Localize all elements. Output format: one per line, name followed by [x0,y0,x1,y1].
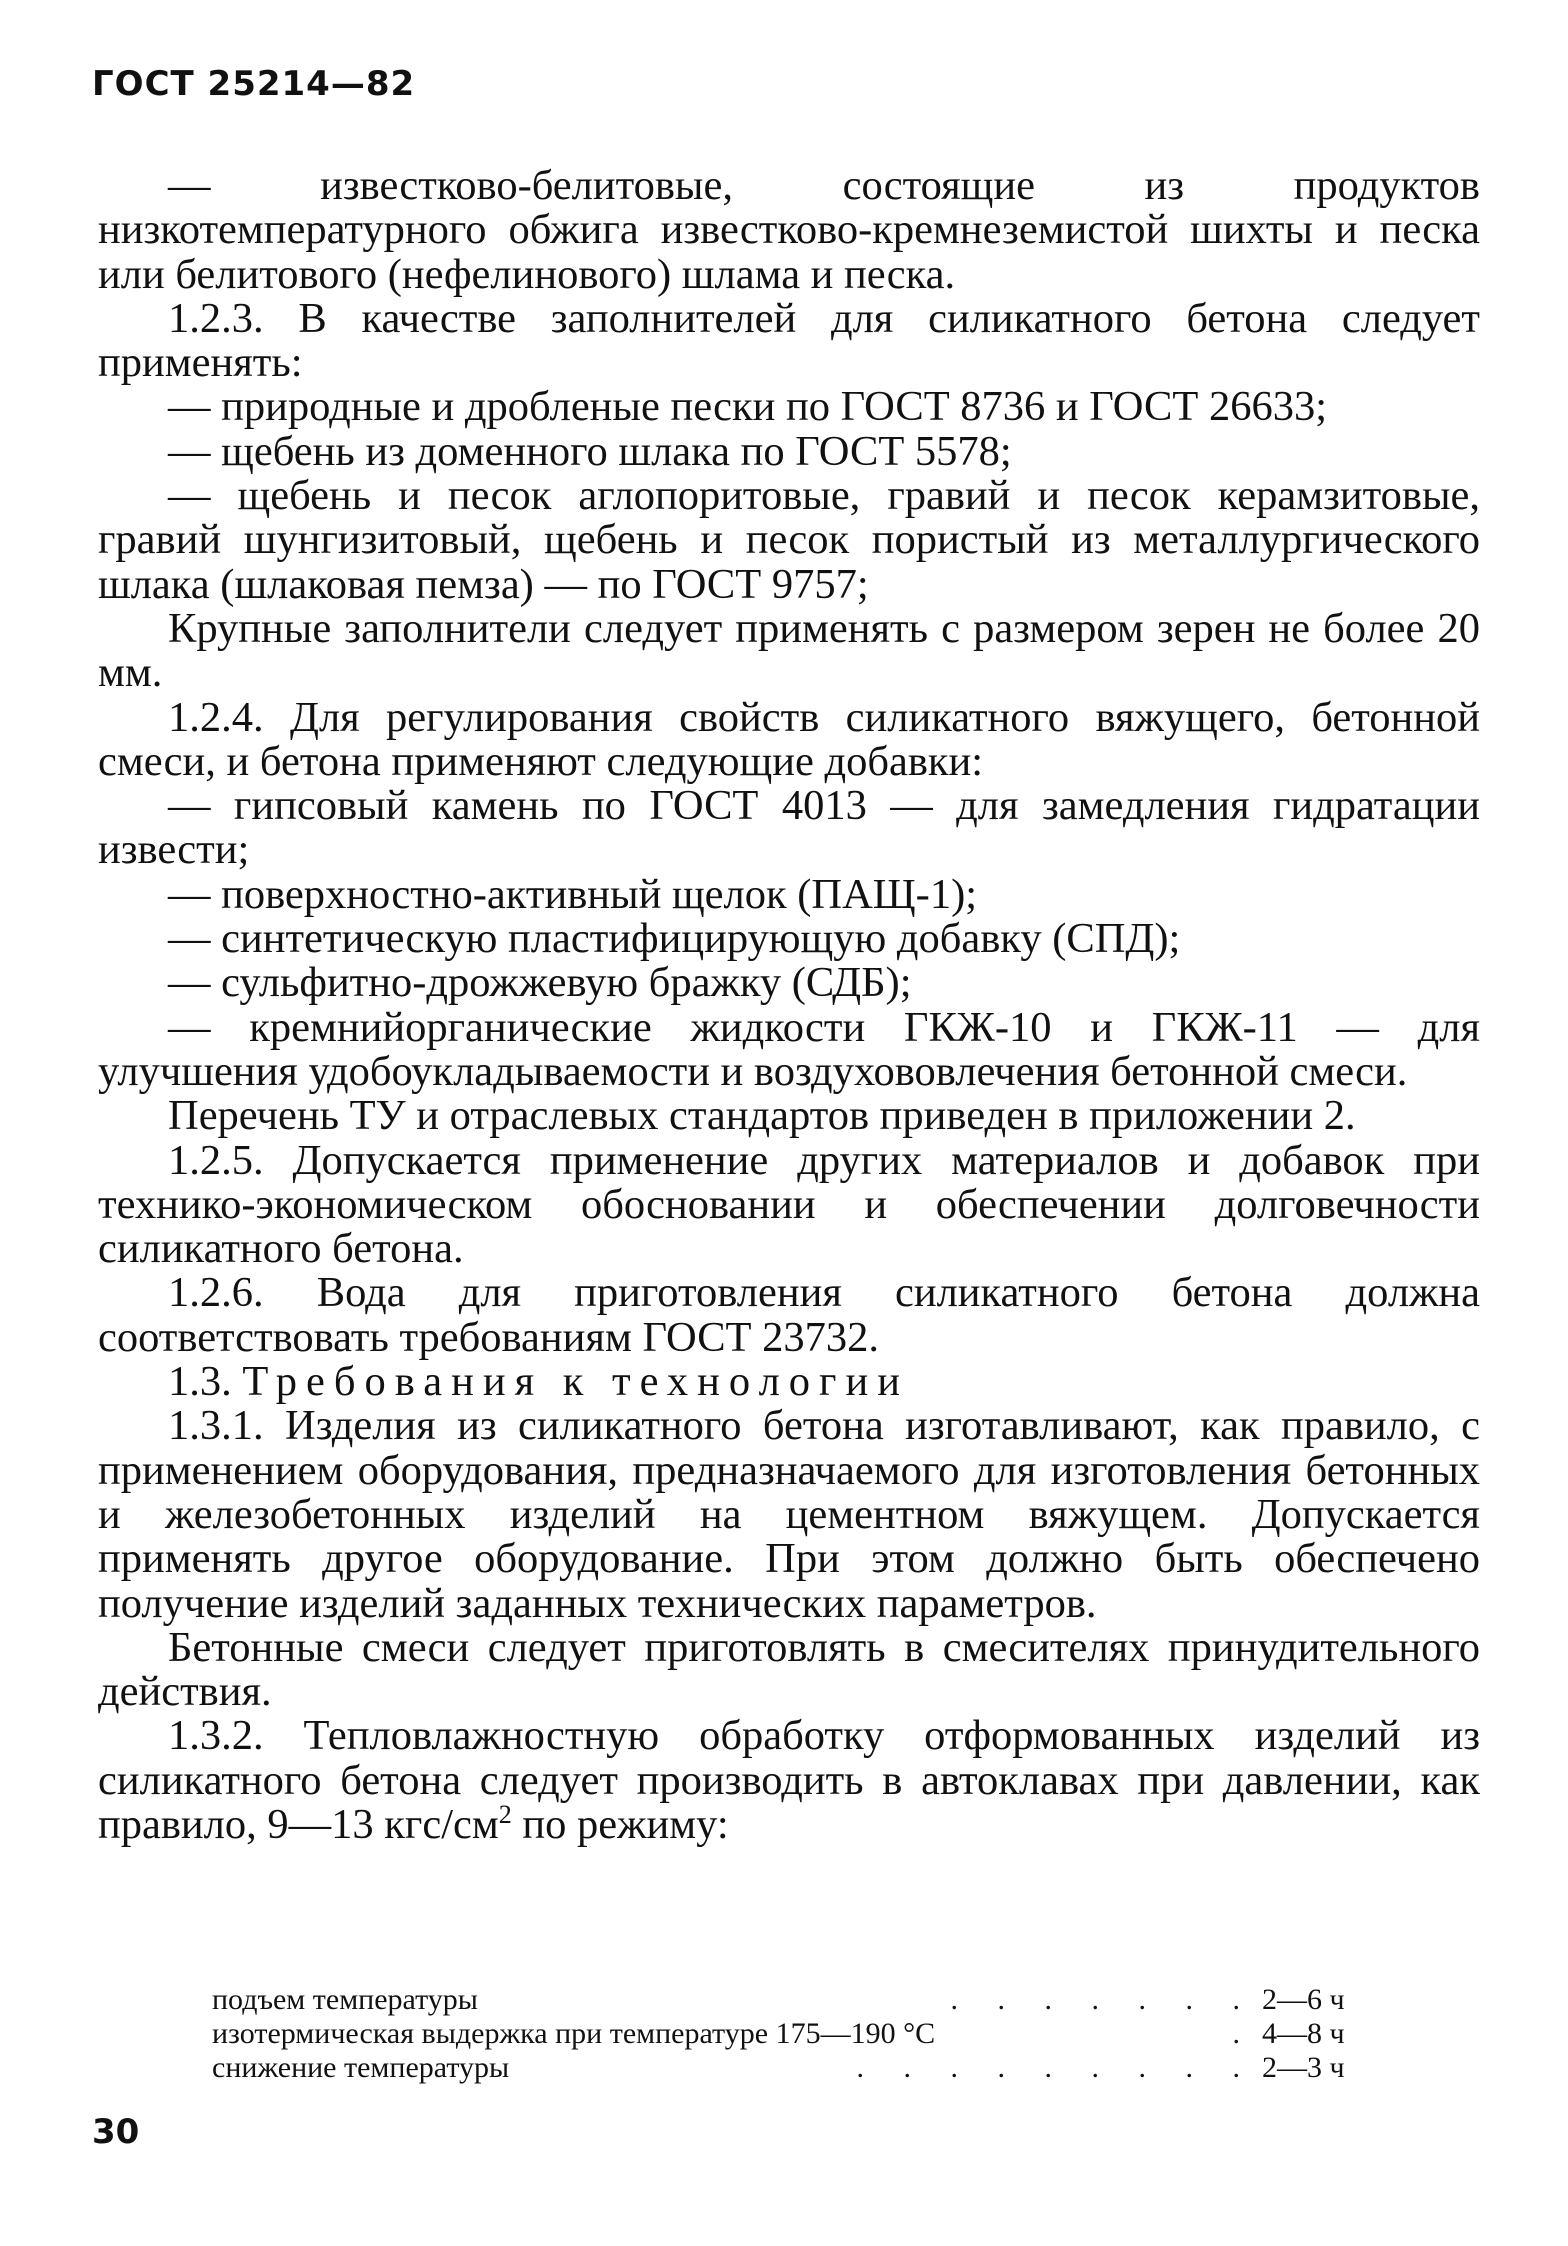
mode-label: подъем температуры [212,1983,478,2016]
mode-row [212,2051,1372,2085]
list-item: — синтетическую пластифицирующую добавку (СПД); [168,915,1181,963]
section-heading [98,1360,1480,1404]
paragraph-1-2-4: 1.2.4. Для регулирования свойств силикатного вяжущего, бетонной смеси, и бетона применяют следующие добавки: [98,693,1480,785]
list-item: — сульфитно-дрожжевую бражку (СДБ); [168,959,912,1007]
mode-label: снижение температуры [212,2051,510,2084]
document-header: ГОСТ 25214—82 [92,64,416,104]
treatment-mode-table [212,1983,1372,2085]
paragraph-1-2-3: 1.2.3. В качестве заполнителей для силикатного бетона следует применять: [98,294,1480,387]
mode-row [212,2017,1372,2051]
paragraph: Бетонные смеси следует приготовлять в смесителях принудительного действия. [98,1623,1480,1716]
paragraph-text-end: по режиму: [511,1800,729,1848]
page-number: 30 [92,2112,140,2152]
paragraph-1-2-5: 1.2.5. Допускается применение других материалов и добавок при технико-экономическом обосновании и обеспечении долговечности силикатного бетона. [98,1136,1480,1273]
list-item: — щебень из доменного шлака по ГОСТ 5578; [168,427,1012,475]
list-item: — гипсовый камень по ГОСТ 4013 — для замедления гидратации извести; [98,782,1480,874]
mode-value: 2—6 ч [1262,1983,1345,2016]
paragraph-1-3-1: 1.3.1. Изделия из силикатного бетона изготавливают, как правило, с применением оборудования, предназначаемого для изготовления бетонных и железобетонных изделий на цементном вяжущем. Допускается применять другое оборудование. При этом должно быть обеспечено получение изделий заданных технических параметров. [98,1402,1480,1627]
list-item: — поверхностно-активный щелок (ПАЩ-1); [168,870,978,918]
paragraph: — известково-белитовые, состоящие из продуктов низкотемпературного обжига известково-кремнеземистой шихты и песка или белитового (нефелинового) шлама и песка. [98,162,1480,298]
leader-dots: . . . . . . . . . [856,2051,1256,2084]
mode-label: изотермическая выдержка при температуре 175—190 °С [212,2017,936,2050]
section-title: Требования к технологии [242,1358,909,1406]
leader-dots: . [1232,2017,1256,2050]
list-item: — кремнийорганические жидкости ГКЖ-10 и ГКЖ-11 — для улучшения удобоукладываемости и воздухововлечения бетонной смеси. [98,1003,1480,1095]
paragraph-1-2-6: 1.2.6. Вода для приготовления силикатного бетона должна соответствовать требованиям ГОСТ 23732. [98,1269,1480,1361]
mode-value: 2—3 ч [1262,2051,1345,2084]
list-item: — щебень и песок аглопоритовые, гравий и песок керамзитовые, гравий шунгизитовый, щебень и песок пористый из металлургического шлака (шлаковая пемза) — по ГОСТ 9757; [98,472,1480,608]
list-item: — природные и дробленые пески по ГОСТ 8736 и ГОСТ 26633; [168,383,1327,431]
superscript: 2 [498,1799,512,1829]
document-body [98,164,1480,1847]
paragraph: Крупные заполнители следует применять с размером зерен не более 20 мм. [98,604,1480,697]
mode-row [212,1983,1372,2017]
paragraph-text: 1.3.2. Тепловлажностную обработку отформованных изделий из силикатного бетона следует производить в автоклавах при давлении, как правило, 9—13 кгс/см [98,1712,1480,1848]
leader-dots: . . . . . . . [950,1983,1256,2016]
mode-value: 4—8 ч [1262,2017,1345,2050]
paragraph-1-3-2 [98,1714,1480,1847]
section-number: 1.3. [168,1358,232,1406]
paragraph: Перечень ТУ и отраслевых стандартов приведен в приложении 2. [168,1092,1356,1140]
